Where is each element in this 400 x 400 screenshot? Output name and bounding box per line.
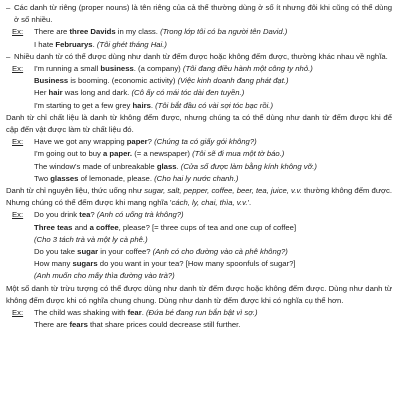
example-label: Ex: xyxy=(12,308,24,318)
example-label: Ex: xyxy=(12,210,24,220)
example-line: Two glasses of lemonade, please. (Cho hai ly nước chanh.) xyxy=(34,173,239,183)
bullet-text: Nhiều danh từ có thể được dùng như danh từ đếm được hoặc không đếm được, thường khác nhau về nghĩa. xyxy=(14,51,388,61)
paragraph-material-nouns: Danh từ chỉ chất liệu là danh từ không đếm được, nhưng chúng ta có thể dùng như danh từ đếm được khi để cập đến vật được làm từ chất liệu đó. xyxy=(6,112,392,135)
bullet-countable-uncountable xyxy=(6,51,392,63)
example-line: I'm going out to buy a paper. (= a newspaper) (Tôi sẽ đi mua một tờ báo.) xyxy=(34,149,285,159)
example-block xyxy=(6,136,392,148)
paragraph-abstract-nouns: Một số danh từ trừu tượng có thể được dùng như danh từ đếm được hoặc không đếm được. Dùng như danh từ không đếm được khi có nghĩa chung chung. Dùng như danh từ đếm được khi có nghĩa cụ thể hơn. xyxy=(6,283,392,305)
example-block xyxy=(6,26,392,38)
example-block xyxy=(6,209,392,221)
example-line: I'm running a small business. (a company) (Tôi đang điều hành một công ty nhỏ.) xyxy=(34,64,313,74)
example-line: The child was shaking with fear. (Đứa bé đang run bắn bật vì sợ.) xyxy=(34,308,258,318)
example-block xyxy=(6,63,392,75)
example-line: Have we got any wrapping paper? (Chúng ta có giấy gói không?) xyxy=(34,137,257,147)
example-line: Her hair was long and dark. (Cô ấy có mái tóc dài đen tuyền.) xyxy=(34,88,245,98)
example-label: Ex: xyxy=(12,64,24,74)
example-label: Ex: xyxy=(12,27,24,37)
example-line: Do you drink tea? (Anh có uống trà không?) xyxy=(34,210,184,220)
bullet-proper-nouns xyxy=(6,2,392,26)
bullet-dash: – xyxy=(6,3,11,12)
example-line: Do you take sugar in your coffee? (Anh có cho đường vào cà phê không?) xyxy=(34,247,288,257)
example-line: How many sugars do you want in your tea? [How many spoonfuls of sugar?] xyxy=(34,259,296,269)
example-translation: (Cho 3 tách trà và một ly cà phê.) xyxy=(34,234,148,244)
bullet-dash: – xyxy=(6,51,11,61)
example-translation: (Anh muốn cho mấy thìa đường vào trà?) xyxy=(34,271,175,281)
example-line: There are fears that share prices could decrease still further. xyxy=(34,320,241,330)
example-line: Three teas and a coffee, please? [= three cups of tea and one cup of coffee] xyxy=(34,222,297,232)
example-line: There are three Davids in my class. (Trong lớp tôi có ba người tên David.) xyxy=(34,27,288,37)
paragraph-food-drink-nouns: Danh từ chỉ nguyên liệu, thức uống như sugar, salt, pepper, coffee, beer, tea, juice, v.v. thường không đếm được. Nhưng chúng có thể đếm được khi mang nghĩa 'cách, ly, chai, thìa, v.v.'. xyxy=(6,186,392,208)
bullet-text: Các danh từ riêng (proper nouns) là tên riêng của cả thể thường dùng ở số ít nhưng đôi khi cũng có thể dùng ở số nhiều. xyxy=(14,3,392,25)
example-label: Ex: xyxy=(12,137,24,147)
example-line: I'm starting to get a few grey hairs. (Tôi bắt đầu có vài sợi tóc bạc rồi.) xyxy=(34,100,273,110)
example-line: The window's made of unbreakable glass. (Cửa sổ được làm bằng kính không vỡ.) xyxy=(34,161,317,171)
example-line: Business is booming. (economic activity) (Việc kinh doanh đang phát đạt.) xyxy=(34,76,289,86)
example-line: I hate Februarys. (Tôi ghét tháng Hai.) xyxy=(34,39,167,49)
example-block xyxy=(6,307,392,319)
